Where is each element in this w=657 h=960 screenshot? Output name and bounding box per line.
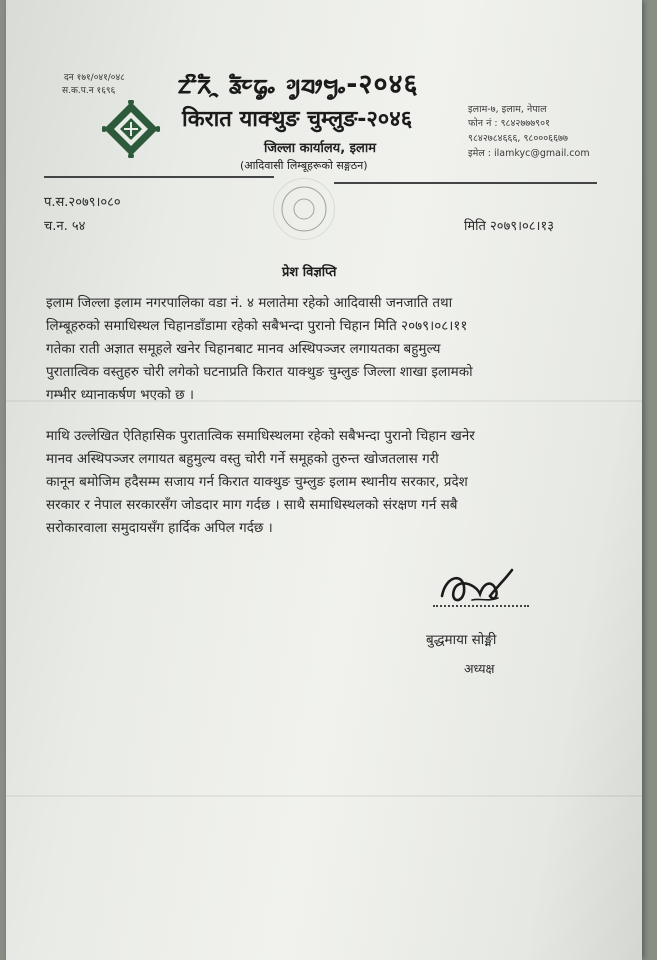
paragraph-1 bbox=[46, 292, 473, 407]
organization-logo-icon bbox=[102, 100, 160, 158]
registration-code: स.क.प.न १६९६ bbox=[62, 86, 116, 96]
contact-email: इमेल : ilamkyc@gmail.com bbox=[468, 148, 590, 159]
organization-name: किरात याक्थुङ चुम्लुङ-२०४६ bbox=[182, 107, 413, 132]
signatory-title: अध्यक्ष bbox=[464, 661, 495, 676]
paragraph-line: मानव अस्थिपञ्जर लगायत बहुमुल्य वस्तु चोरी गर्ने समूहको तुरुन्त खोजतलास गरी bbox=[46, 451, 439, 467]
letter-date: मिति २०७९।०८।१३ bbox=[464, 219, 554, 234]
signatory-name: बुद्धमाया सोङ्मी bbox=[426, 632, 497, 648]
registration-number: दन १७१/०४१/०४८ bbox=[64, 73, 125, 83]
paragraph-line: सरकार र नेपाल सरकारसँग जोडदार माग गर्दछ । साथै समाधिस्थलको संरक्षण गर्न सबै bbox=[46, 497, 458, 513]
press-release-heading: प्रेश विज्ञप्ति bbox=[282, 265, 337, 280]
paragraph-line: लिम्बूहरुको समाधिस्थल चिहानडाँडामा रहेको सबैभन्दा पुरानो चिहान मिति २०७९।०८।११ bbox=[46, 318, 468, 334]
paragraph-line: गतेका राती अज्ञात समूहले खनेर चिहानबाट मानव अस्थिपञ्जर लगायतका बहुमुल्य bbox=[46, 341, 441, 357]
reference-number: प.स.२०७९।०८० bbox=[44, 195, 121, 210]
seal-watermark-icon bbox=[273, 178, 335, 240]
office-name: जिल्ला कार्यालय, इलाम bbox=[264, 141, 376, 156]
paragraph-line: सरोकारवाला समुदायसँग हार्दिक अपिल गर्दछ । bbox=[46, 520, 273, 536]
organization-subtitle: (आदिवासी लिम्बूहरूको सङ्गठन) bbox=[240, 159, 368, 172]
paragraph-line: पुरातात्विक वस्तुहरु चोरी लगेको घटनाप्रति किरात याक्थुङ चुम्लुङ जिल्ला शाखा इलामको bbox=[46, 364, 473, 380]
paragraph-line: गम्भीर ध्यानाकर्षण भएको छ । bbox=[46, 387, 195, 403]
header-divider-right bbox=[334, 182, 597, 184]
script-title: ᤁᤡᤖᤠᤳ ᤕᤠᤰᤒᤢᤱ ᤆᤢᤔᤣᤗᤢᤱ-२०४६ bbox=[178, 69, 419, 100]
signature-line bbox=[433, 605, 529, 607]
paragraph-2 bbox=[46, 425, 475, 540]
paragraph-line: माथि उल्लेखित ऐतिहासिक पुरातात्विक समाधिस्थलमा रहेको सबैभन्दा पुरानो चिहान खनेर bbox=[46, 428, 475, 444]
paragraph-line: इलाम जिल्ला इलाम नगरपालिका वडा नं. ४ मलातेमा रहेको आदिवासी जनजाति तथा bbox=[46, 295, 453, 311]
header-divider-left bbox=[44, 176, 274, 178]
dispatch-number: च.न. ५४ bbox=[44, 219, 86, 234]
contact-phone: फोन नं : ९८४२७७७९०१ bbox=[468, 118, 550, 129]
letter-page bbox=[6, 0, 642, 960]
contact-address: इलाम-७, इलाम, नेपाल bbox=[468, 104, 547, 115]
contact-phone-secondary: ९८४२७८४६६६, ९८०००६६७७ bbox=[468, 133, 568, 144]
paragraph-line: कानून बमोजिम हदैसम्म सजाय गर्न किरात याक्थुङ चुम्लुङ इलाम स्थानीय सरकार, प्रदेश bbox=[46, 474, 468, 490]
